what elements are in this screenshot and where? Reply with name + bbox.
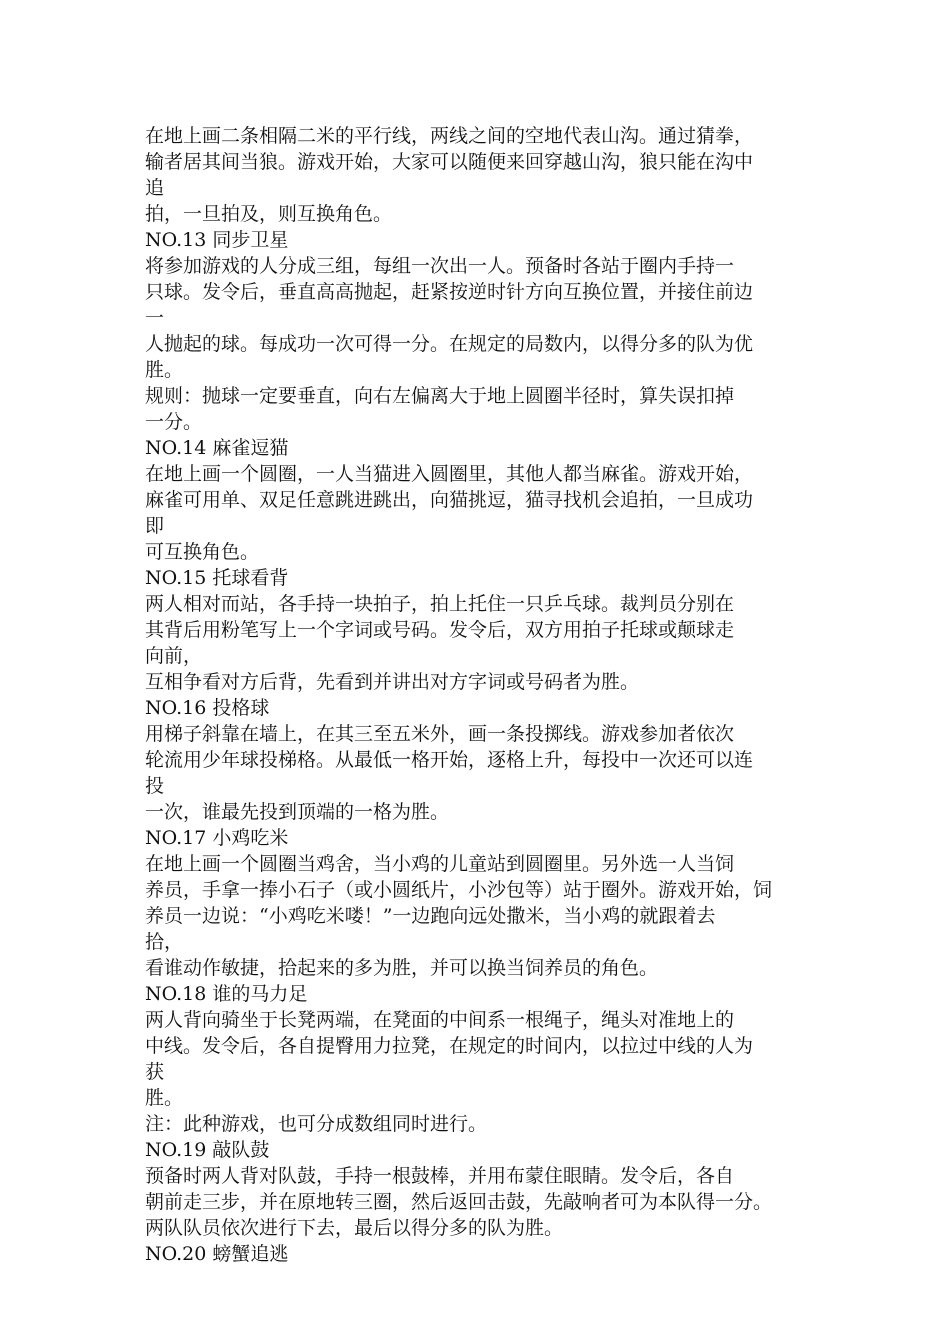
text-line: 在地上画二条相隔二米的平行线，两线之间的空地代表山沟。通过猜拳， xyxy=(145,125,754,147)
text-line: 输者居其间当狼。游戏开始，大家可以随便来回穿越山沟，狼只能在沟中 xyxy=(145,151,754,173)
text-line: 中线。发令后，各自提臀用力拉凳，在规定的时间内，以拉过中线的人为 xyxy=(145,1035,754,1057)
section-heading: NO.15 托球看背 xyxy=(145,567,289,589)
section-heading: NO.13 同步卫星 xyxy=(145,229,289,251)
text-line: 将参加游戏的人分成三组，每组一次出一人。预备时各站于圈内手持一 xyxy=(145,255,735,277)
text-line: 一 xyxy=(145,307,165,329)
text-line: 麻雀可用单、双足任意跳进跳出，向猫挑逗，猫寻找机会追拍，一旦成功 xyxy=(145,489,754,511)
text-line: 两人相对而站，各手持一块拍子，拍上托住一只乒乓球。裁判员分别在 xyxy=(145,593,735,615)
section-heading: NO.14 麻雀逗猫 xyxy=(145,437,289,459)
text-line: 人抛起的球。每成功一次可得一分。在规定的局数内，以得分多的队为优 xyxy=(145,333,754,355)
text-line: 一分。 xyxy=(145,411,203,433)
text-line: 养员，手拿一捧小石子（或小圆纸片，小沙包等）站于圈外。游戏开始，饲 xyxy=(145,879,773,901)
text-line: 向前， xyxy=(145,645,203,667)
text-line: 预备时两人背对队鼓，手持一根鼓棒，并用布蒙住眼睛。发令后，各自 xyxy=(145,1165,735,1187)
text-line: 其背后用粉笔写上一个字词或号码。发令后，双方用拍子托球或颠球走 xyxy=(145,619,735,641)
section-heading: NO.18 谁的马力足 xyxy=(145,983,308,1005)
text-line: 一次，谁最先投到顶端的一格为胜。 xyxy=(145,801,450,823)
text-line: 两队队员依次进行下去，最后以得分多的队为胜。 xyxy=(145,1217,564,1239)
text-line: 轮流用少年球投梯格。从最低一格开始，逐格上升，每投中一次还可以连 xyxy=(145,749,754,771)
text-line: 看谁动作敏捷，拾起来的多为胜，并可以换当饲养员的角色。 xyxy=(145,957,659,979)
text-line: 投 xyxy=(145,775,165,797)
section-heading: NO.20 螃蟹追逃 xyxy=(145,1243,289,1265)
text-line: 在地上画一个圆圈，一人当猫进入圆圈里，其他人都当麻雀。游戏开始， xyxy=(145,463,754,485)
text-line: 互相争看对方后背，先看到并讲出对方字词或号码者为胜。 xyxy=(145,671,640,693)
text-line: 即 xyxy=(145,515,165,537)
text-line: 胜。 xyxy=(145,359,184,381)
text-line: 只球。发令后，垂直高高抛起，赶紧按逆时针方向互换位置，并接住前边 xyxy=(145,281,754,303)
text-line: 朝前走三步，并在原地转三圈，然后返回击鼓，先敲响者可为本队得一分。 xyxy=(145,1191,773,1213)
text-line: 胜。 xyxy=(145,1087,184,1109)
text-line: 养员一边说：“小鸡吃米喽！”一边跑向远处撒米，当小鸡的就跟着去 xyxy=(145,905,716,927)
text-line: 拍，一旦拍及，则互换角色。 xyxy=(145,203,393,225)
section-heading: NO.17 小鸡吃米 xyxy=(145,827,289,849)
text-line: 用梯子斜靠在墙上，在其三至五米外，画一条投掷线。游戏参加者依次 xyxy=(145,723,735,745)
text-line: 追 xyxy=(145,177,165,199)
text-line: 可互换角色。 xyxy=(145,541,260,563)
text-line: 拾， xyxy=(145,931,184,953)
text-line: 规则：抛球一定要垂直，向右左偏离大于地上圆圈半径时，算失误扣掉 xyxy=(145,385,735,407)
text-line: 在地上画一个圆圈当鸡舍，当小鸡的儿童站到圆圈里。另外选一人当饲 xyxy=(145,853,735,875)
section-heading: NO.16 投格球 xyxy=(145,697,270,719)
document-body xyxy=(145,123,825,1267)
text-line: 两人背向骑坐于长凳两端，在凳面的中间系一根绳子，绳头对准地上的 xyxy=(145,1009,735,1031)
text-line: 获 xyxy=(145,1061,165,1083)
section-heading: NO.19 敲队鼓 xyxy=(145,1139,270,1161)
text-line: 注：此种游戏，也可分成数组同时进行。 xyxy=(145,1113,488,1135)
